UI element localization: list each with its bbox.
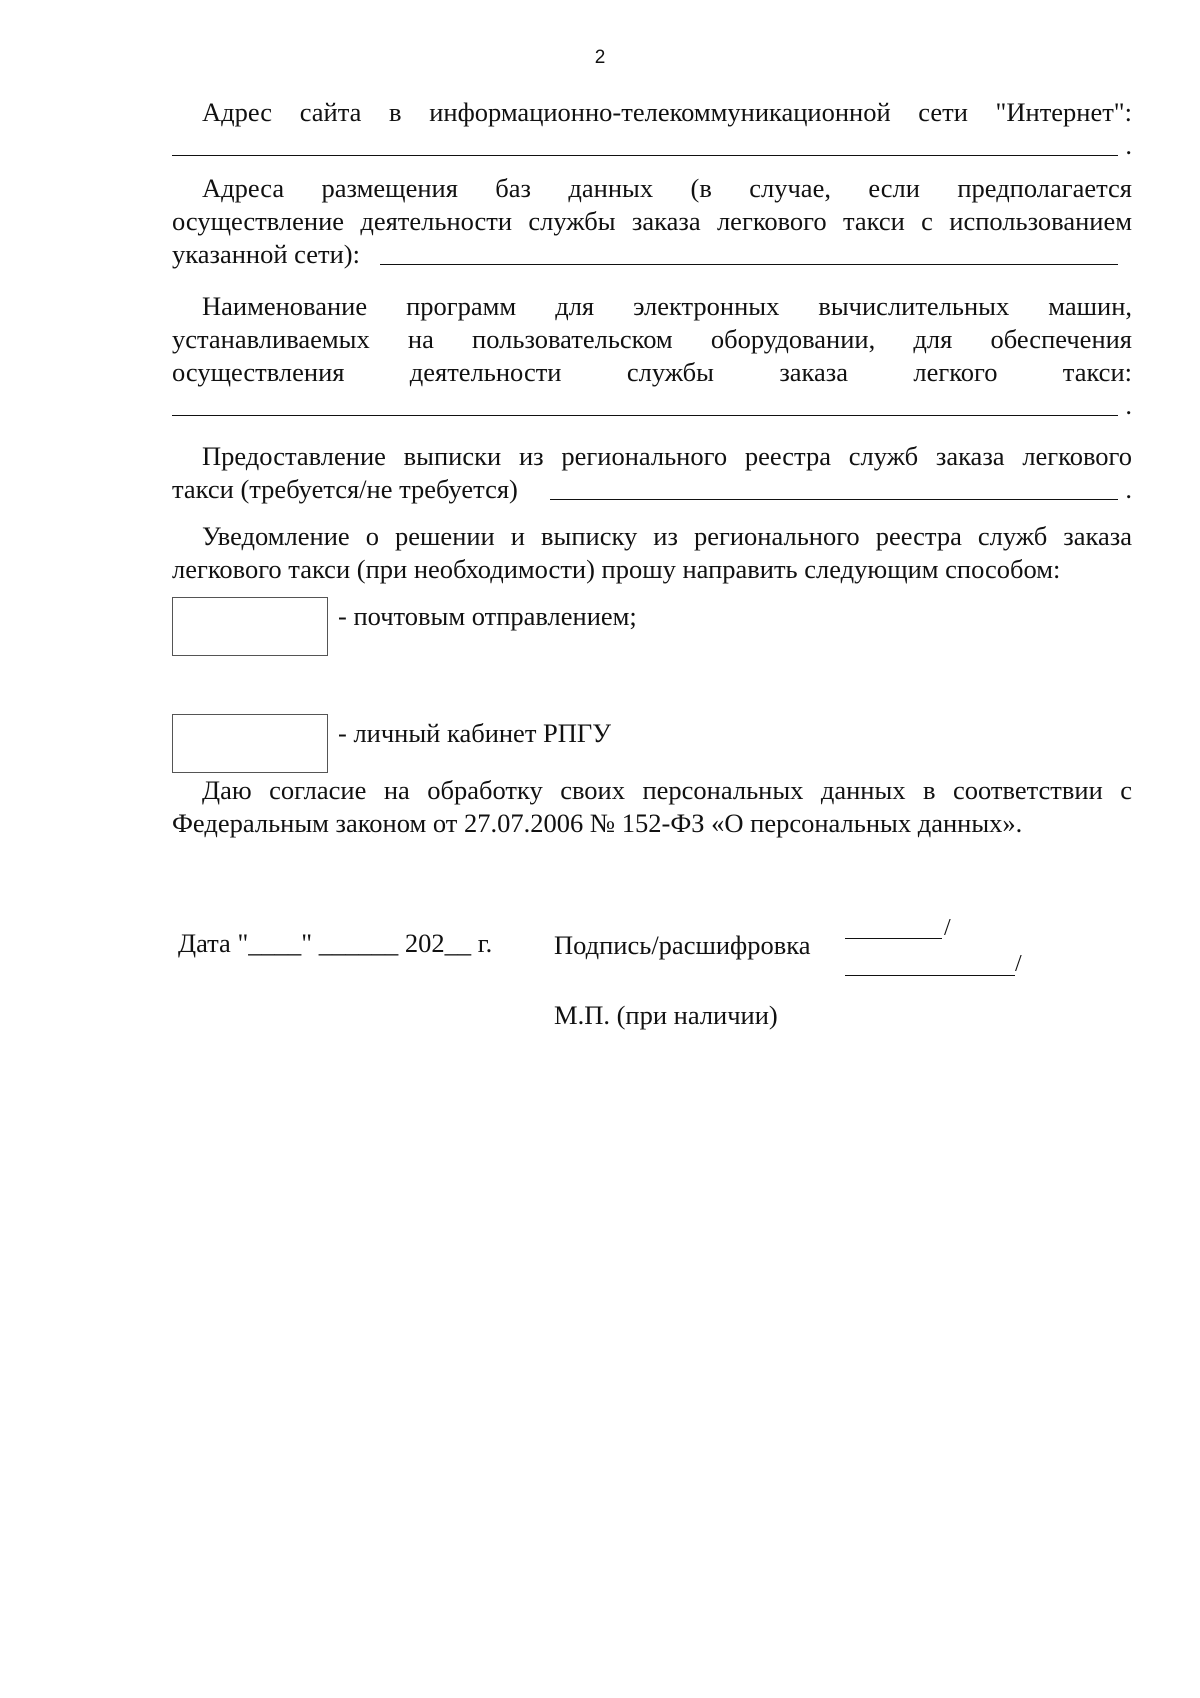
website-section bbox=[172, 96, 1132, 162]
signature-slash: / bbox=[944, 915, 951, 941]
date-field[interactable]: Дата "____" ______ 202__ г. bbox=[178, 928, 493, 958]
transcript-slash: / bbox=[1015, 951, 1022, 977]
website-label: Адрес сайта в информационно-телекоммуникационной сети "Интернет": bbox=[202, 97, 1132, 127]
software-field[interactable] bbox=[172, 389, 1132, 422]
databases-field[interactable] bbox=[380, 264, 1118, 265]
extract-end-mark: . bbox=[1125, 474, 1132, 504]
transcript-line[interactable] bbox=[845, 975, 1015, 976]
software-underline bbox=[172, 415, 1118, 416]
checkbox-postal[interactable] bbox=[172, 597, 328, 656]
option-rpgu-label: - личный кабинет РПГУ bbox=[338, 718, 611, 748]
extract-line-1: Предоставление выписки из регионального реестра служб заказа легкового bbox=[202, 441, 1132, 471]
website-end-mark: . bbox=[1125, 130, 1132, 160]
software-line-3: осуществления деятельности службы заказа легкого такси: bbox=[172, 357, 1132, 387]
databases-line-2: осуществление деятельности службы заказа легкового такси с использованием bbox=[172, 206, 1132, 236]
notification-section bbox=[172, 520, 1132, 586]
website-field[interactable] bbox=[172, 129, 1132, 162]
extract-line-2: такси (требуется/не требуется) bbox=[172, 474, 518, 504]
extract-section bbox=[172, 440, 1132, 506]
databases-line-1: Адреса размещения баз данных (в случае, если предполагается bbox=[202, 173, 1132, 203]
option-postal-label: - почтовым отправлением; bbox=[338, 601, 637, 631]
page-number: 2 bbox=[594, 47, 606, 68]
extract-field[interactable] bbox=[550, 499, 1118, 500]
stamp-label: М.П. (при наличии) bbox=[554, 1000, 778, 1030]
notification-line-2: легкового такси (при необходимости) прошу направить следующим способом: bbox=[172, 554, 1061, 584]
notification-line-1: Уведомление о решении и выписку из регионального реестра служб заказа bbox=[202, 521, 1132, 551]
databases-line-3: указанной сети): bbox=[172, 239, 360, 269]
software-line-1: Наименование программ для электронных вычислительных машин, bbox=[202, 291, 1132, 321]
software-section bbox=[172, 290, 1132, 422]
databases-field-row bbox=[172, 238, 1132, 271]
consent-line-1: Даю согласие на обработку своих персональных данных в соответствии с bbox=[202, 775, 1132, 805]
website-underline bbox=[172, 155, 1118, 156]
signature-line[interactable] bbox=[845, 938, 942, 939]
consent-section bbox=[172, 774, 1132, 840]
checkbox-rpgu[interactable] bbox=[172, 714, 328, 773]
consent-line-2: Федеральным законом от 27.07.2006 № 152-ФЗ «О персональных данных». bbox=[172, 808, 1023, 838]
signature-label: Подпись/расшифровка bbox=[554, 930, 811, 960]
software-line-2: устанавливаемых на пользовательском оборудовании, для обеспечения bbox=[172, 324, 1132, 354]
extract-field-row bbox=[172, 473, 1132, 506]
software-end-mark: . bbox=[1125, 390, 1132, 420]
databases-section bbox=[172, 172, 1132, 271]
